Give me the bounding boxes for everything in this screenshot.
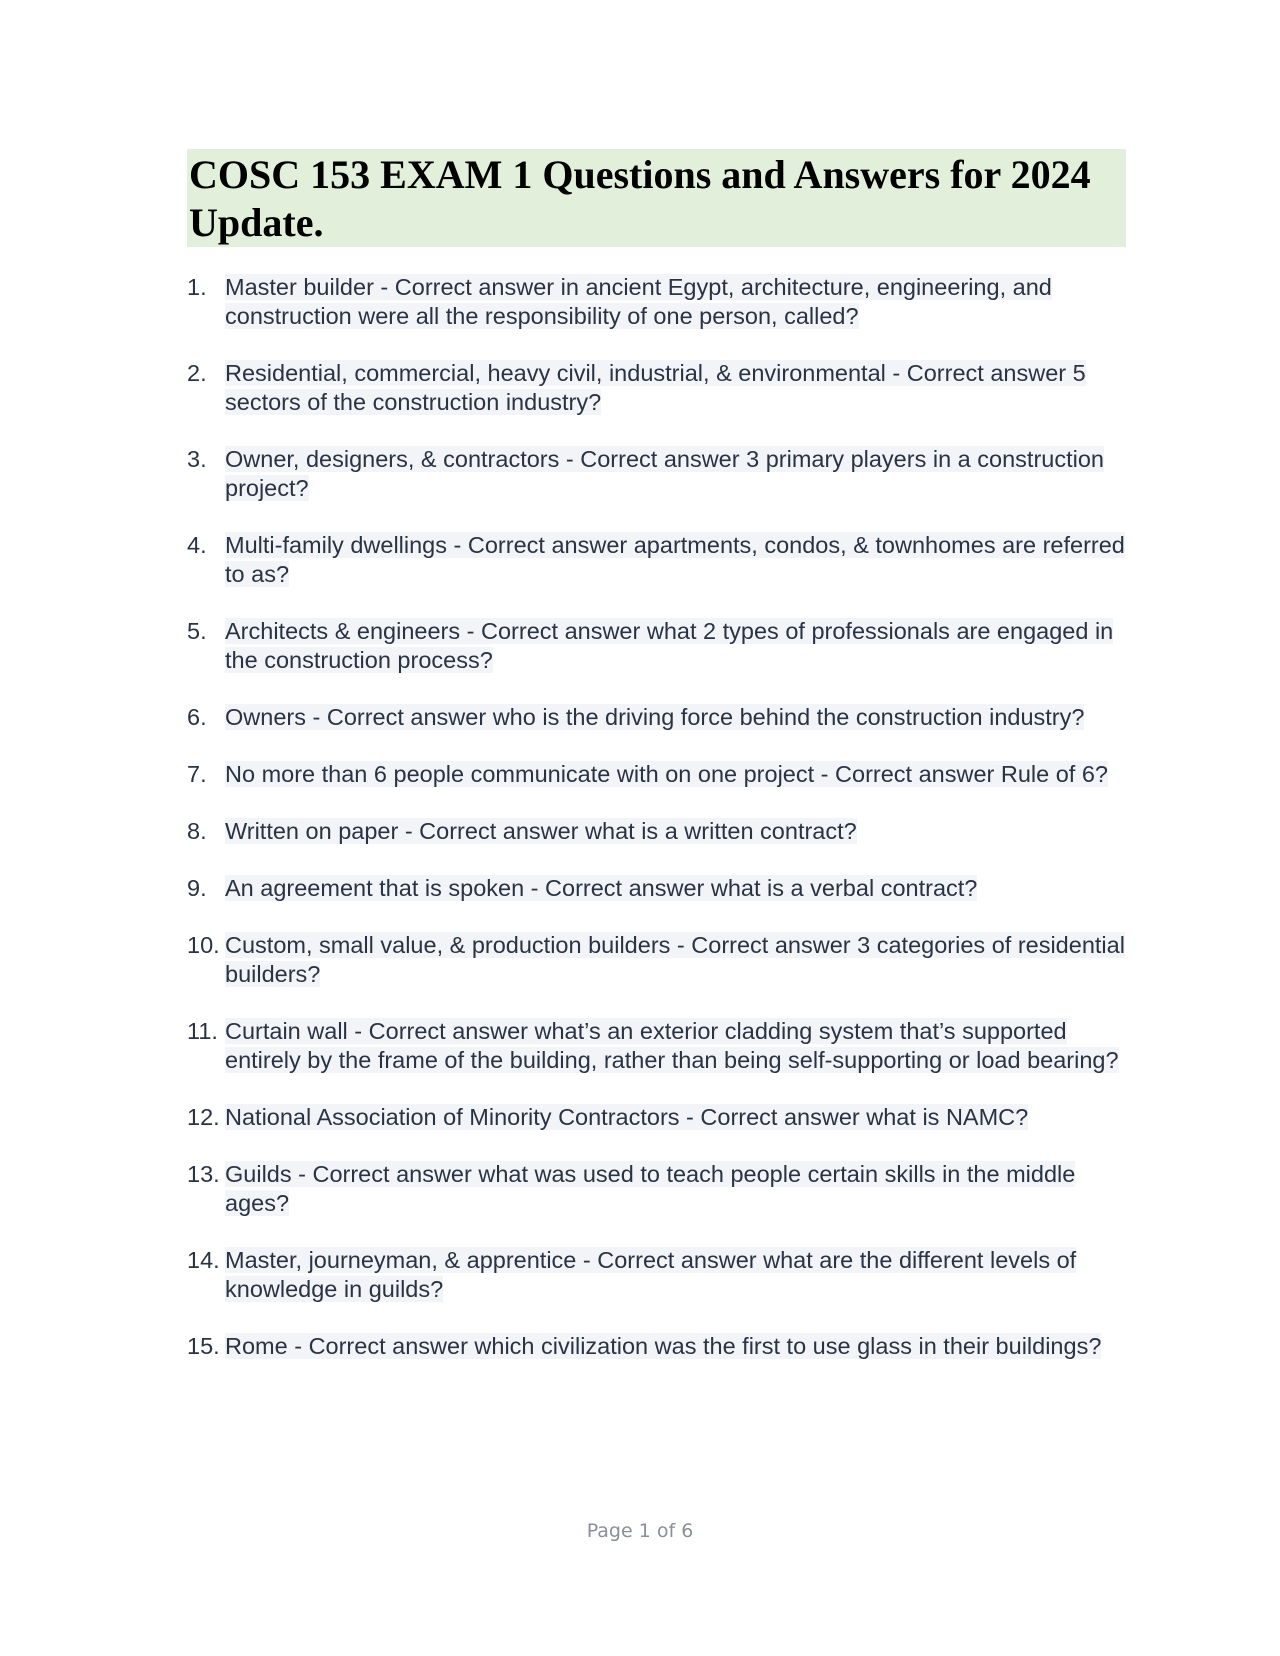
page-footer: Page 1 of 6 [586, 1520, 694, 1542]
item-text: Curtain wall - Correct answer what’s an exterior cladding system that’s supported entirely by the frame of the building, rather than being self-supporting or load bearing? [225, 1018, 1119, 1073]
item-text: National Association of Minority Contractors - Correct answer what is NAMC? [225, 1104, 1029, 1130]
item-number: 10. [187, 932, 220, 958]
list-item [187, 1017, 1127, 1075]
item-text: No more than 6 people communicate with on one project - Correct answer Rule of 6? [225, 761, 1109, 787]
list-item [187, 874, 1127, 903]
item-number: 3. [187, 446, 207, 472]
item-text: Owners - Correct answer who is the driving force behind the construction industry? [225, 704, 1085, 730]
list-item [187, 1246, 1127, 1304]
list-item [187, 531, 1127, 589]
list-item [187, 617, 1127, 675]
item-text: Guilds - Correct answer what was used to teach people certain skills in the middle ages? [225, 1161, 1076, 1216]
item-number: 15. [187, 1333, 220, 1359]
item-text: An agreement that is spoken - Correct answer what is a verbal contract? [225, 875, 978, 901]
item-text: Residential, commercial, heavy civil, industrial, & environmental - Correct answer 5 sectors of the construction industry? [225, 360, 1086, 415]
item-number: 1. [187, 274, 207, 300]
item-text: Architects & engineers - Correct answer what 2 types of professionals are engaged in the construction process? [225, 618, 1114, 673]
list-item [187, 703, 1127, 732]
list-item [187, 760, 1127, 789]
item-text: Master, journeyman, & apprentice - Correct answer what are the different levels of knowledge in guilds? [225, 1247, 1077, 1302]
item-number: 5. [187, 618, 207, 644]
list-item [187, 1160, 1127, 1218]
item-number: 7. [187, 761, 207, 787]
item-text: Master builder - Correct answer in ancient Egypt, architecture, engineering, and construction were all the responsibility of one person, called? [225, 274, 1052, 329]
list-item [187, 273, 1127, 331]
item-number: 6. [187, 704, 207, 730]
item-number: 2. [187, 360, 207, 386]
item-number: 11. [187, 1018, 218, 1044]
item-number: 12. [187, 1104, 220, 1130]
question-answer-list [187, 273, 1127, 1389]
item-text: Owner, designers, & contractors - Correct answer 3 primary players in a construction project? [225, 446, 1104, 501]
document-title: COSC 153 EXAM 1 Questions and Answers for 2024 Update. [189, 152, 1091, 245]
list-item [187, 1103, 1127, 1132]
list-item [187, 817, 1127, 846]
item-text: Written on paper - Correct answer what is a written contract? [225, 818, 857, 844]
list-item [187, 359, 1127, 417]
item-number: 8. [187, 818, 207, 844]
item-text: Custom, small value, & production builders - Correct answer 3 categories of residential builders? [225, 932, 1125, 987]
item-text: Rome - Correct answer which civilization was the first to use glass in their buildings? [225, 1333, 1102, 1359]
item-number: 13. [187, 1161, 220, 1187]
list-item [187, 445, 1127, 503]
item-number: 14. [187, 1247, 220, 1273]
item-number: 9. [187, 875, 207, 901]
item-number: 4. [187, 532, 207, 558]
title-block [187, 149, 1126, 247]
list-item [187, 1332, 1127, 1361]
item-text: Multi-family dwellings - Correct answer apartments, condos, & townhomes are referred to as? [225, 532, 1125, 587]
list-item [187, 931, 1127, 989]
